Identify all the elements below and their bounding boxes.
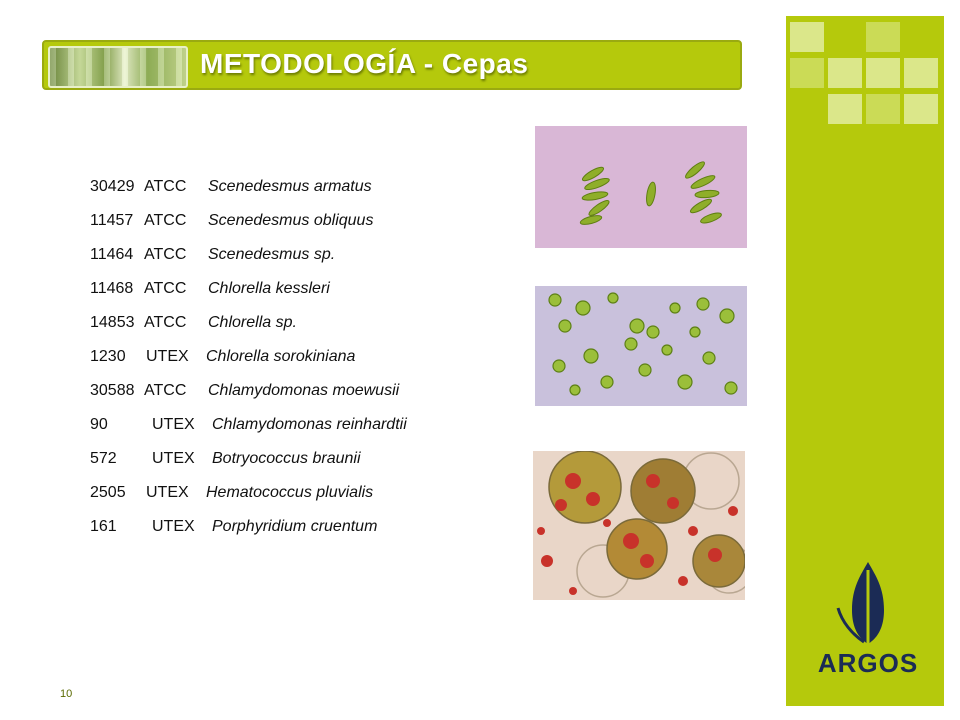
strain-code: 14853 bbox=[90, 314, 135, 331]
strain-species: Scenedesmus obliquus bbox=[208, 212, 374, 229]
strain-code: 1230 bbox=[90, 348, 126, 365]
mosaic-square bbox=[790, 22, 824, 52]
strain-code: 30429 bbox=[90, 178, 135, 195]
strain-collection: UTEX bbox=[152, 450, 195, 467]
page-number: 10 bbox=[60, 688, 73, 700]
mosaic-square bbox=[866, 58, 900, 88]
strain-species: Botryococcus braunii bbox=[212, 450, 361, 467]
strain-code: 161 bbox=[90, 518, 117, 535]
strain-row bbox=[90, 448, 470, 482]
argos-emblem-icon bbox=[808, 560, 928, 650]
strain-collection: ATCC bbox=[144, 314, 187, 331]
title-photo-thumbnail bbox=[48, 46, 188, 88]
strain-collection: UTEX bbox=[152, 416, 195, 433]
strain-code: 11457 bbox=[90, 212, 134, 229]
strain-row bbox=[90, 278, 470, 312]
strain-collection: ATCC bbox=[144, 246, 187, 263]
title-bar bbox=[42, 40, 742, 90]
strain-list bbox=[90, 176, 470, 550]
strain-row bbox=[90, 176, 470, 210]
strain-row bbox=[90, 346, 470, 380]
strain-collection: UTEX bbox=[152, 518, 195, 535]
mosaic-square bbox=[866, 22, 900, 52]
strain-collection: UTEX bbox=[146, 348, 189, 365]
strain-code: 30588 bbox=[90, 382, 135, 399]
mosaic-square bbox=[866, 94, 900, 124]
strain-row bbox=[90, 210, 470, 244]
argos-logo bbox=[808, 560, 928, 680]
strain-collection: ATCC bbox=[144, 280, 187, 297]
slide-title: METODOLOGÍA - Cepas bbox=[200, 48, 529, 79]
mosaic-square bbox=[828, 58, 862, 88]
strain-species: Hematococcus pluvialis bbox=[206, 484, 374, 501]
strain-row bbox=[90, 516, 470, 550]
strain-species: Chlorella kessleri bbox=[208, 280, 330, 297]
scenedesmus-micrograph bbox=[535, 126, 747, 248]
strain-species: Scenedesmus armatus bbox=[208, 178, 372, 195]
strain-code: 11468 bbox=[90, 280, 134, 297]
chlorella-micrograph bbox=[535, 286, 747, 406]
strain-code: 572 bbox=[90, 450, 117, 467]
strain-species: Porphyridium cruentum bbox=[212, 518, 378, 535]
strain-row bbox=[90, 244, 470, 278]
strain-collection: ATCC bbox=[144, 382, 187, 399]
haematococcus-micrograph bbox=[533, 451, 745, 600]
strain-code: 90 bbox=[90, 416, 108, 433]
mosaic-square bbox=[904, 94, 938, 124]
logo-text: ARGOS bbox=[817, 648, 919, 678]
mosaic-square bbox=[904, 58, 938, 88]
strain-collection: UTEX bbox=[146, 484, 189, 501]
strain-row bbox=[90, 414, 470, 448]
strain-row bbox=[90, 482, 470, 516]
strain-species: Chlorella sp. bbox=[208, 314, 297, 331]
strain-row bbox=[90, 312, 470, 346]
mosaic-square bbox=[828, 94, 862, 124]
strain-collection: ATCC bbox=[144, 212, 187, 229]
mosaic-square bbox=[790, 58, 824, 88]
strain-species: Scenedesmus sp. bbox=[208, 246, 336, 263]
strain-code: 11464 bbox=[90, 246, 134, 263]
strain-species: Chlamydomonas moewusii bbox=[208, 382, 400, 399]
strain-species: Chlamydomonas reinhardtii bbox=[212, 416, 407, 433]
strain-code: 2505 bbox=[90, 484, 126, 501]
strain-collection: ATCC bbox=[144, 178, 187, 195]
strain-row bbox=[90, 380, 470, 414]
strain-species: Chlorella sorokiniana bbox=[206, 348, 356, 365]
